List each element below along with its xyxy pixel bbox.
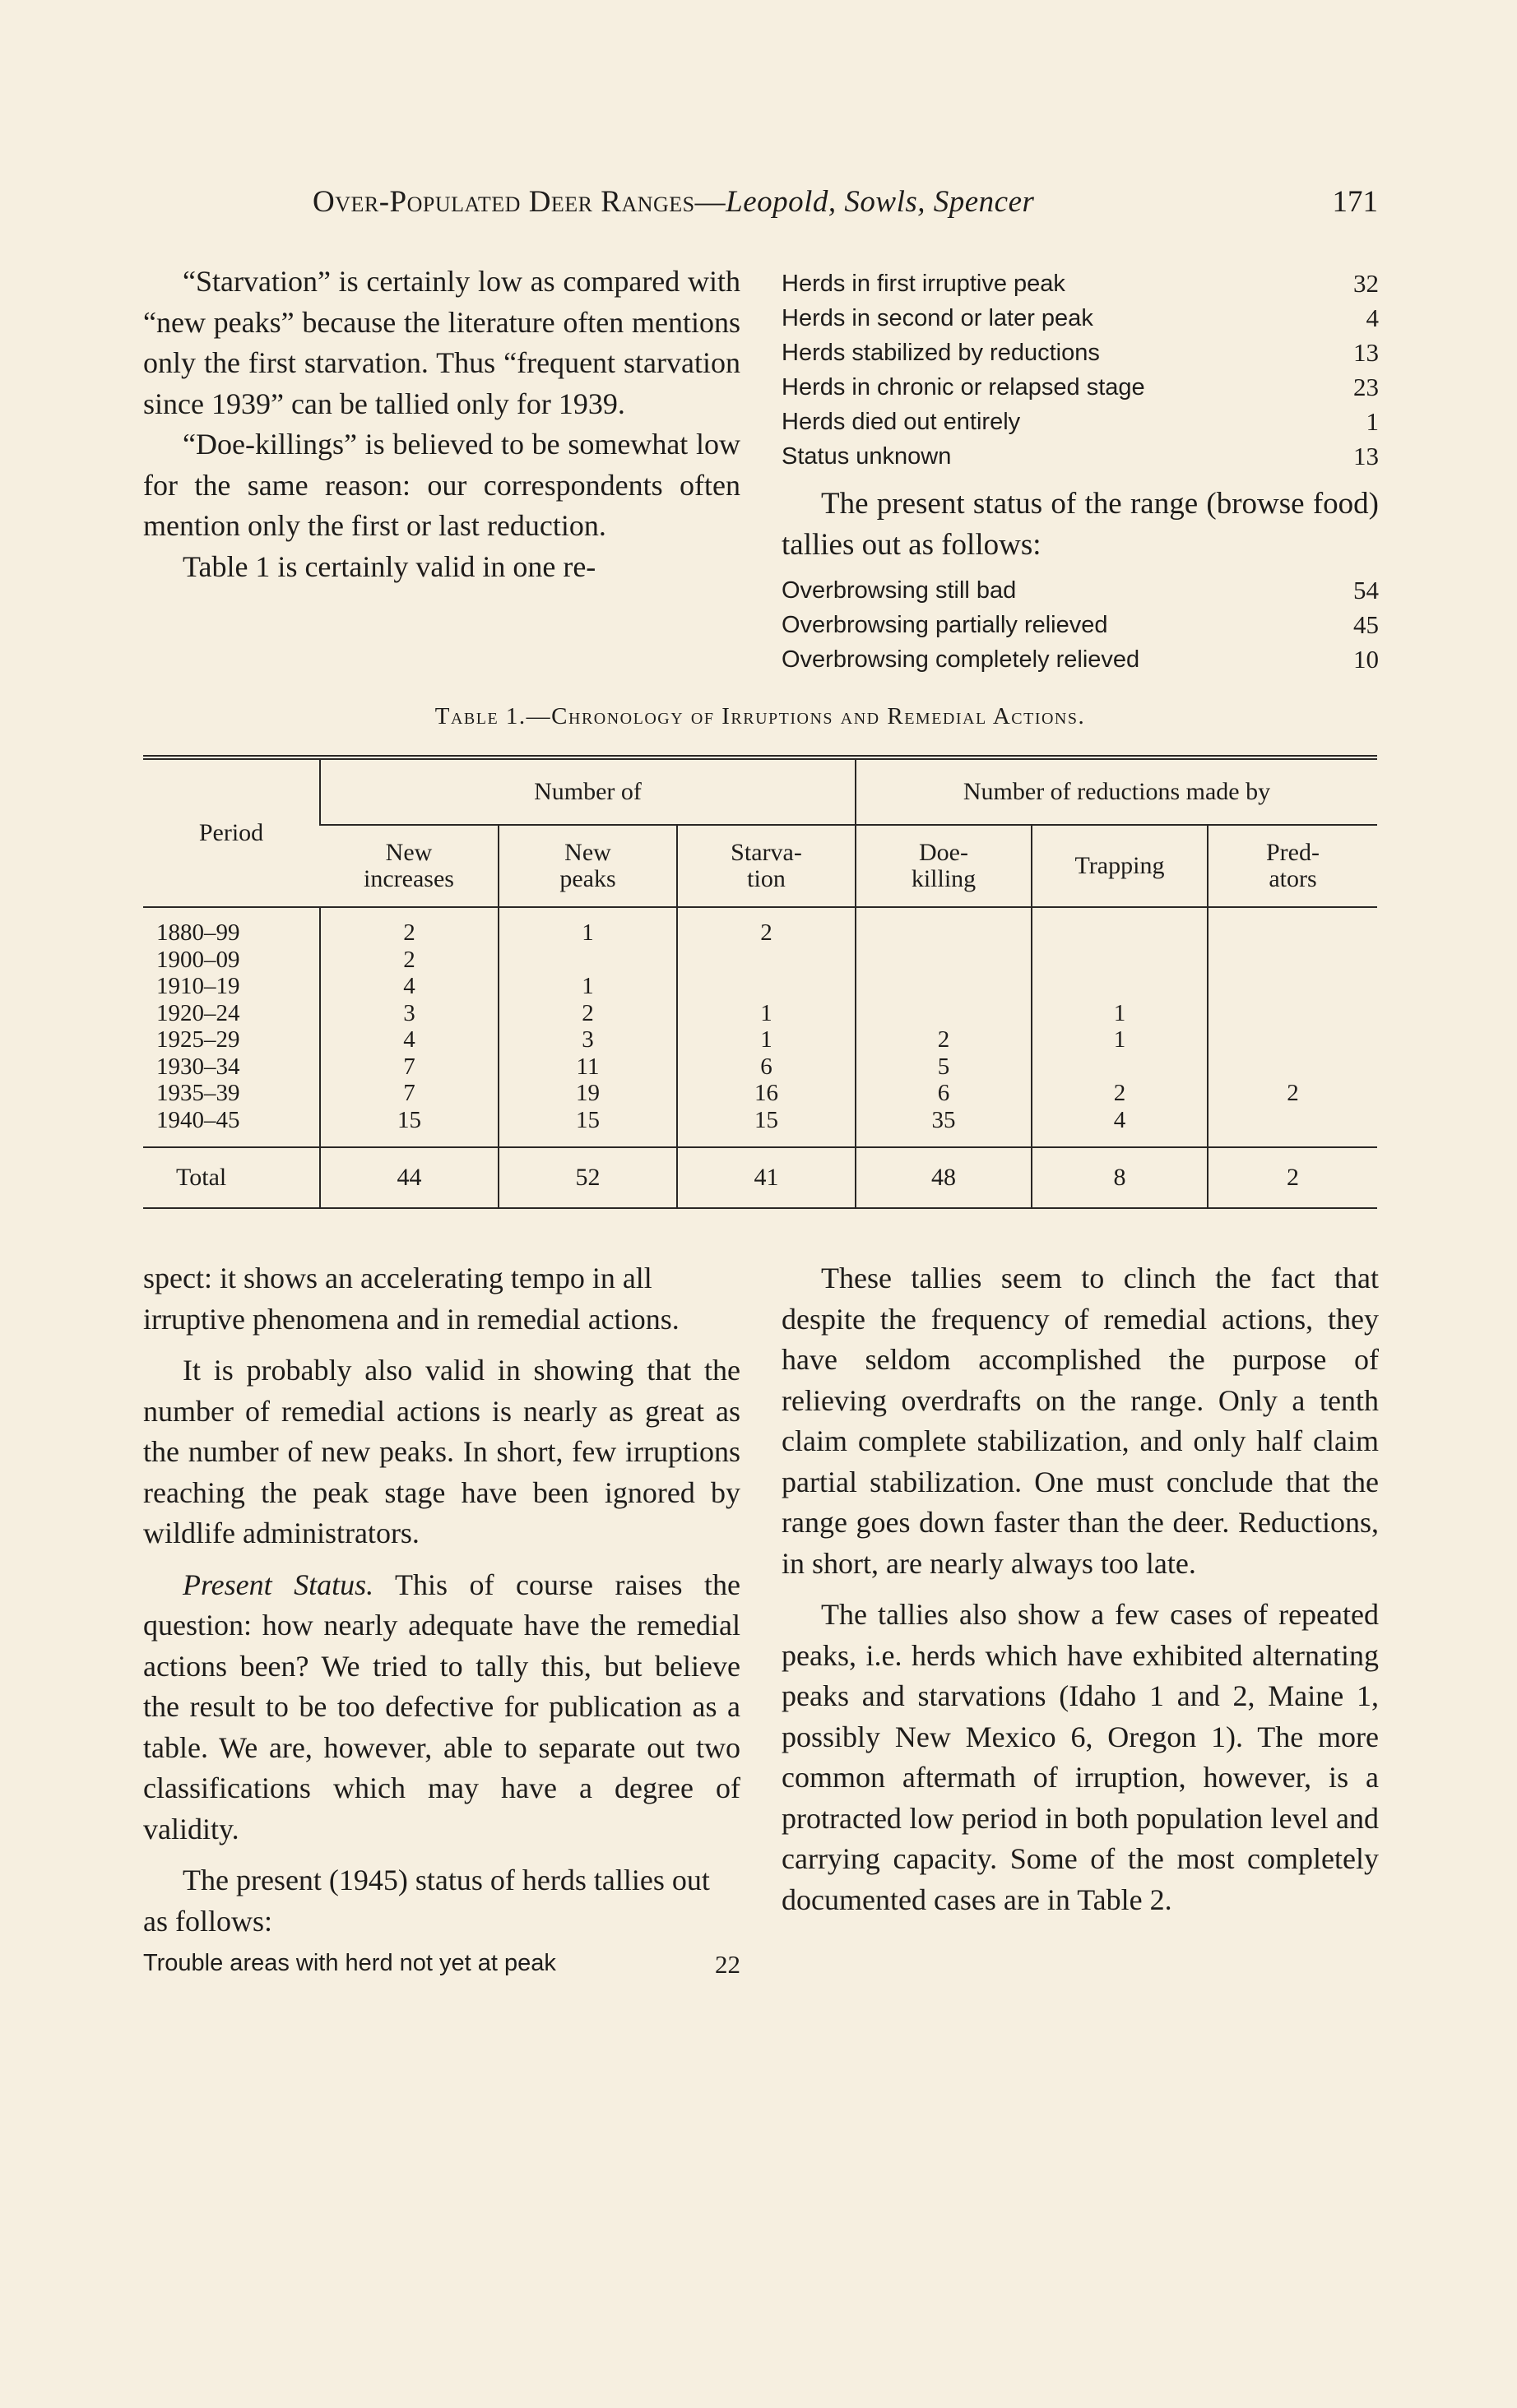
table-cell: 3 [320,1000,499,1027]
column-header [320,825,499,907]
table-cell [677,947,856,974]
total-cell: 44 [320,1147,499,1208]
table-cell: 5 [856,1054,1032,1081]
table-cell [1032,1054,1208,1081]
header-reductions: Number of reductions made by [856,757,1377,825]
chronology-table [143,755,1377,1209]
range-status-item [782,573,1379,608]
column-header [677,825,856,907]
herd-status-value: 4 [1366,303,1379,332]
running-head-title: Over-Populated Deer Ranges— [313,185,726,219]
table-row [143,1107,1377,1148]
herd-status-item [782,405,1379,439]
range-status-item [782,608,1379,642]
table-cell [1208,947,1377,974]
table-body [143,907,1377,1147]
page-number: 171 [1332,185,1378,219]
herd-status-label: Herds in second or later peak [782,305,1093,331]
table-cell: 1 [1032,1026,1208,1054]
trouble-areas-label: Trouble areas with herd not yet at peak [143,1950,556,1976]
lower-left-column [143,1258,740,1980]
column-header-line: New [564,839,611,866]
table-row [143,973,1377,1000]
herd-status-value: 32 [1353,269,1379,298]
table-cell: 2 [677,907,856,947]
herd-status-value: 23 [1353,373,1379,401]
table-row [143,947,1377,974]
table-cell: 4 [320,1026,499,1054]
herd-status-label: Herds in chronic or relapsed stage [782,374,1145,401]
paragraph-range-intro: The present status of the range (browse food) tallies out as follows: [782,487,1379,562]
column-header-line: Pred- [1266,839,1320,866]
range-status-label: Overbrowsing still bad [782,577,1017,604]
table-total-row [143,1147,1377,1208]
running-head [313,184,1382,220]
total-cell: 48 [856,1147,1032,1208]
header-period: Period [143,757,320,907]
table-cell [856,947,1032,974]
table-cell: 15 [320,1107,499,1148]
table-cell [1032,947,1208,974]
column-header-line: killing [911,865,977,892]
paragraph-present-status [143,1565,740,1850]
upper-right-column [782,266,1379,677]
sub-header-row [143,825,1377,907]
column-header-line: peaks [559,865,616,892]
herd-status-item [782,266,1379,301]
table-row [143,1000,1377,1027]
table-cell: 11 [499,1054,677,1081]
column-header-line: Doe- [919,839,968,866]
paragraph-doe-killings: “Doe-killings” is believed to be somewhat low for the same reason: our correspondents often mention only the first or last reduction. [143,428,740,542]
paragraph-herd-tallies: The present (1945) status of herds tallies out as follows: [143,1864,710,1938]
table-cell: 7 [320,1080,499,1107]
table-cell [856,973,1032,1000]
column-header-line: Trapping [1074,852,1165,879]
column-header-line: increases [364,865,454,892]
period-cell: 1935–39 [156,1080,240,1106]
table-cell: 1 [499,907,677,947]
column-header-line: tion [747,865,786,892]
herd-status-item [782,336,1379,370]
table-cell [1208,1054,1377,1081]
range-status-label: Overbrowsing partially relieved [782,612,1108,638]
table-cell [677,973,856,1000]
table-cell: 1 [677,1026,856,1054]
paragraph-accelerating: spect: it shows an accelerating tempo in all irruptive phenomena and in remedial actions. [143,1262,680,1336]
table-cell: 16 [677,1080,856,1107]
table-cell: 4 [320,973,499,1000]
table-row [143,907,1377,947]
herd-status-value: 13 [1353,338,1379,367]
paragraph-repeated-peaks: The tallies also show a few cases of repeated peaks, i.e. herds which have exhibited alternating peaks and starvations (Idaho 1 and 2, Maine 1, possibly New Mexico 6, Oregon 1). The more common aftermath of irruption, however, is a protracted low period in both population level and carrying capacity. Some of the most completely documented cases are in Table 2. [782,1598,1379,1916]
table-caption: Table 1.—Chronology of Irruptions and Remedial Actions. [434,703,1086,729]
paragraph-valid-showing: It is probably also valid in showing that the number of remedial actions is nearly as great as the number of new peaks. In short, few irruptions reaching the peak stage have been ignored by wildlife administrators. [143,1354,740,1549]
table-cell: 19 [499,1080,677,1107]
table-cell: 1 [1032,1000,1208,1027]
table-cell [1208,907,1377,947]
table-cell: 1 [677,1000,856,1027]
column-header [1208,825,1377,907]
table-row [143,1080,1377,1107]
table-cell: 7 [320,1054,499,1081]
column-header [1032,825,1208,907]
herd-status-value: 1 [1366,407,1379,436]
table-cell [856,1000,1032,1027]
table-cell [499,947,677,974]
total-cell: 41 [677,1147,856,1208]
period-cell: 1920–24 [156,999,240,1026]
table-cell: 1 [499,973,677,1000]
period-cell: 1900–09 [156,946,240,973]
table-cell: 3 [499,1026,677,1054]
table-cell: 15 [499,1107,677,1148]
herd-status-label: Herds died out entirely [782,409,1021,435]
herd-status-label: Herds in first irruptive peak [782,271,1065,297]
herd-status-item [782,370,1379,405]
range-status-list [782,573,1379,677]
trouble-areas-line [143,1950,740,1980]
lower-right-column [782,1258,1379,1920]
table-cell: 15 [677,1107,856,1148]
table-cell: 4 [1032,1107,1208,1148]
period-cell: 1880–99 [156,919,240,946]
table-cell: 6 [677,1054,856,1081]
column-header-line: Starva- [731,839,802,866]
total-label: Total [143,1147,320,1208]
table-row [143,1026,1377,1054]
table-cell [1208,1026,1377,1054]
table-cell: 35 [856,1107,1032,1148]
total-cell: 52 [499,1147,677,1208]
total-cell: 8 [1032,1147,1208,1208]
column-header [856,825,1032,907]
table-cell [1032,907,1208,947]
table-cell: 6 [856,1080,1032,1107]
herd-status-label: Status unknown [782,443,952,470]
range-status-label: Overbrowsing completely relieved [782,646,1140,673]
range-status-value: 45 [1353,610,1379,639]
upper-left-column [143,262,740,587]
table-cell: 2 [320,907,499,947]
column-header [499,825,677,907]
herd-status-value: 13 [1353,442,1379,470]
paragraph-clinch: These tallies seem to clinch the fact that despite the frequency of remedial actions, they have seldom accomplished the purpose of relieving overdrafts on the range. Only a tenth claim complete stabilization, and only half claim partial stabilization. One must conclude that the range goes down faster than the deer. Reductions, in short, are nearly always too late. [782,1262,1379,1580]
paragraph-table-valid: Table 1 is certainly valid in one re- [183,549,596,583]
table-cell: 2 [856,1026,1032,1054]
table-cell: 2 [320,947,499,974]
table-cell [1208,1107,1377,1148]
table-cell: 2 [1032,1080,1208,1107]
range-status-value: 54 [1353,576,1379,604]
range-status-item [782,642,1379,677]
table-cell [856,907,1032,947]
table-cell [1032,973,1208,1000]
trouble-areas-value: 22 [715,1950,740,1979]
table-cell: 2 [1208,1080,1377,1107]
paragraph-starvation: “Starvation” is certainly low as compared with “new peaks” because the literature often mentions only the first starvation. Thus “frequent starvation since 1939” can be tallied only for 1939. [143,265,740,420]
header-number-of: Number of [320,757,856,825]
column-header-line: New [385,839,433,866]
herd-status-list [782,266,1379,474]
period-cell: 1930–34 [156,1053,240,1080]
column-header-line: ators [1269,865,1317,892]
table-cell [1208,973,1377,1000]
present-status-body: This of course raises the question: how nearly adequate have the remedial actions been? We tried to tally this, but believe the result to be too defective for publication as a table. We are, however, able to separate out two classifications which may have a degree of validity. [143,1568,740,1845]
herd-status-item [782,301,1379,336]
running-head-authors: Leopold, Sowls, Spencer [726,185,1035,219]
table-cell: 2 [499,1000,677,1027]
range-status-value: 10 [1353,645,1379,674]
table-cell [1208,1000,1377,1027]
period-cell: 1910–19 [156,973,240,999]
herd-status-item [782,439,1379,474]
period-cell: 1940–45 [156,1106,240,1133]
present-status-heading: Present Status. [183,1568,374,1601]
period-cell: 1925–29 [156,1026,240,1053]
table-row [143,1054,1377,1081]
herd-status-label: Herds stabilized by reductions [782,340,1100,366]
total-cell: 2 [1208,1147,1377,1208]
